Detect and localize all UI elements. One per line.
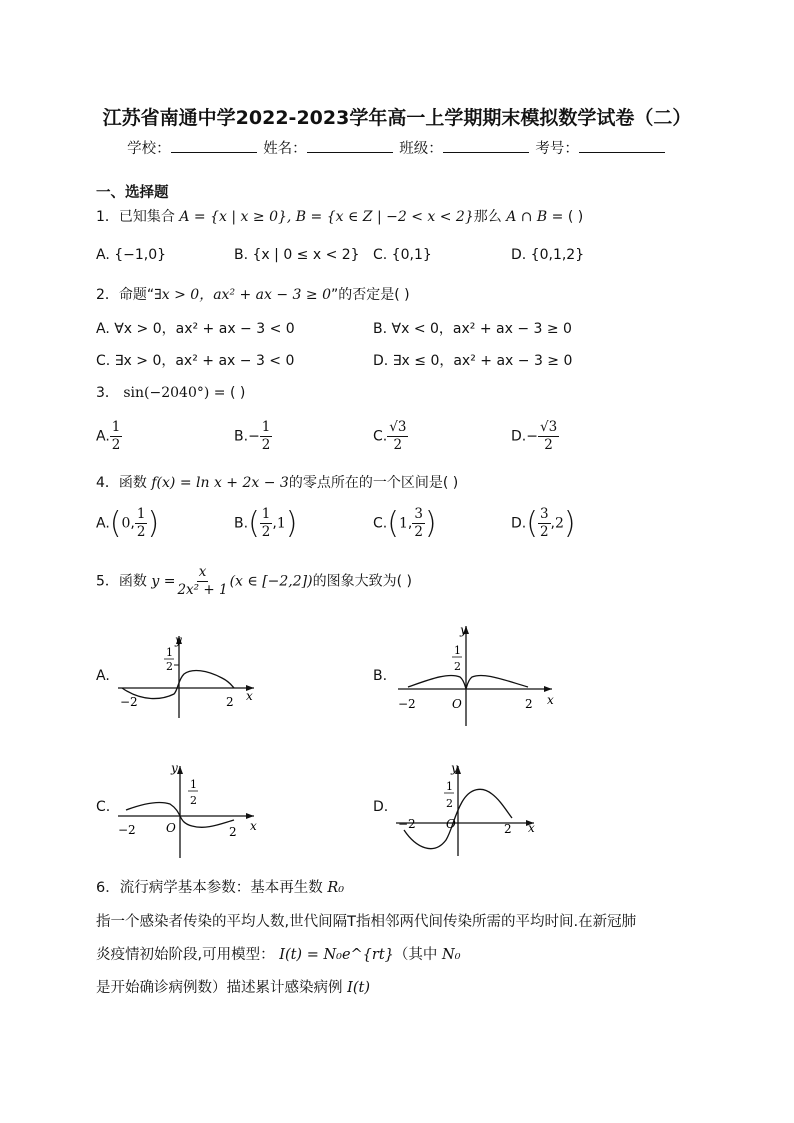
x-axis-label: x: [528, 821, 535, 835]
q5-option-b-label[interactable]: B.: [373, 668, 388, 684]
q1-expr: A ∩ B =: [506, 209, 564, 225]
fraction: [387, 419, 408, 454]
y-axis-label: y: [171, 761, 178, 775]
denominator: 2: [261, 436, 271, 453]
option-label: A.: [96, 515, 110, 532]
half-num: 1: [454, 644, 461, 657]
denominator: 2: [136, 524, 146, 540]
q1-option-b[interactable]: B. {x | 0 ≤ x < 2}: [234, 247, 360, 263]
half-num: 1: [446, 780, 453, 793]
id-blank[interactable]: [579, 138, 665, 153]
q6-n0: N₀: [442, 947, 461, 963]
q3-option-c[interactable]: [373, 419, 408, 454]
interval-right: 1: [276, 515, 286, 532]
q1-option-a[interactable]: A. {−1,0}: [96, 247, 167, 263]
option-label: C.: [373, 428, 388, 445]
q6-text: 炎疫情初始阶段,可用模型：: [96, 947, 275, 963]
class-blank[interactable]: [443, 138, 529, 153]
neg2-tick: −2: [118, 823, 136, 837]
half-den: 2: [166, 660, 173, 673]
q5-option-d-label[interactable]: D.: [373, 799, 389, 815]
numerator: 1: [261, 506, 271, 523]
q5-graph-d[interactable]: [390, 760, 540, 860]
q5-stem: 5．函数: [96, 573, 147, 590]
denominator: 2: [111, 436, 121, 453]
q6-text: 是开始确诊病例数）描述累计感染病例: [96, 980, 343, 996]
q5-graph-c[interactable]: [112, 760, 262, 860]
q5-graph-b[interactable]: [392, 620, 562, 730]
pos2-tick: 2: [229, 825, 237, 839]
denominator: 2: [261, 524, 271, 540]
option-label: A.: [96, 428, 110, 445]
q4-tail: 的零点所在的一个区间是( ): [288, 475, 459, 491]
q6-r0: R₀: [327, 880, 345, 896]
fraction: [260, 506, 273, 541]
q6-it: I(t): [347, 980, 370, 996]
name-blank[interactable]: [307, 138, 393, 153]
option-label: B.: [234, 515, 249, 532]
q4-option-b[interactable]: B.( $\frac{1}{2}$ ,1): [234, 506, 298, 541]
q5-fraction: [175, 564, 229, 599]
y-axis-label: y: [175, 633, 182, 647]
q2-option-c[interactable]: C. ∃x > 0，ax² + ax − 3 < 0: [96, 353, 295, 369]
q4-option-d[interactable]: D.( $\frac{3}{2}$ ,2): [511, 506, 576, 541]
origin-label: O: [446, 817, 456, 831]
numerator: 3: [414, 506, 423, 523]
class-label: 班级：: [399, 141, 443, 157]
q5-y: y =: [151, 573, 176, 590]
denominator: 2: [544, 436, 553, 453]
question-1: [96, 206, 583, 226]
neg2-tick: −2: [398, 817, 416, 831]
q5-option-a-label[interactable]: A.: [96, 668, 110, 684]
q6-text: 6．流行病学基本参数：基本再生数: [96, 880, 323, 896]
q2-expr: ∃x > 0，ax² + ax − 3 ≥ 0: [154, 287, 332, 303]
q3-paren: ( ): [229, 385, 246, 401]
q4-stem: 4．函数: [96, 475, 147, 491]
school-label: 学校：: [127, 141, 171, 157]
question-4: [96, 472, 458, 492]
q6-model: I(t) = N₀e^{rt}: [279, 947, 394, 963]
half-den: 2: [454, 660, 461, 673]
denominator: 2: [414, 524, 423, 540]
q1-option-c[interactable]: C. {0,1}: [373, 247, 432, 263]
q5-tail: 的图象大致为( ): [312, 573, 412, 590]
pos2-tick: 2: [525, 697, 533, 711]
q4-option-a[interactable]: A.(0, $\frac{1}{2}$ ): [96, 506, 160, 541]
question-6-line-4: [96, 976, 370, 997]
numerator: x: [198, 564, 207, 580]
fraction: [110, 419, 123, 454]
q5-option-c-label[interactable]: C.: [96, 799, 111, 815]
origin-label: O: [452, 697, 462, 711]
name-label: 姓名：: [263, 141, 307, 157]
origin-label: O: [166, 821, 176, 835]
q4-expr: f(x) = ln x + 2x − 3: [151, 475, 289, 491]
interval-left: 0: [121, 515, 131, 532]
q3-option-b[interactable]: [234, 419, 272, 454]
q2-tail: ”的否定是( ): [331, 287, 410, 303]
interval-left: 1: [398, 515, 408, 532]
numerator: 3: [539, 506, 549, 523]
student-info-line: [0, 137, 794, 158]
question-6-line-1: [96, 876, 344, 897]
question-2: [96, 284, 410, 304]
numerator: 1: [111, 419, 121, 435]
q3-option-d[interactable]: [511, 419, 559, 454]
q4-option-c[interactable]: C.(1, $\frac{3}{2}$ ): [373, 506, 437, 541]
denominator: 2: [539, 524, 549, 540]
question-5: [96, 564, 412, 599]
q1-stem: 1．已知集合: [96, 209, 175, 225]
question-6-line-2: 指一个感染者传染的平均人数,世代间隔T指相邻两代间传染所需的平均时间.在新冠肺: [96, 914, 637, 930]
q6-text: （其中: [393, 947, 438, 963]
denominator: 2x² + 1: [177, 581, 228, 598]
interval-right: 2: [555, 515, 564, 532]
q5-graph-a[interactable]: [112, 630, 262, 720]
q2-option-d[interactable]: D. ∃x ≤ 0，ax² + ax − 3 ≥ 0: [373, 353, 573, 369]
neg2-tick: −2: [120, 695, 138, 709]
half-den: 2: [446, 797, 453, 810]
y-axis-label: y: [460, 623, 467, 637]
fraction: [538, 419, 559, 454]
x-axis-label: x: [250, 819, 257, 833]
q2-stem: 2．命题“: [96, 287, 155, 303]
option-label: B.: [234, 428, 249, 445]
q3-expr: sin(−2040°) =: [123, 385, 226, 401]
id-label: 考号：: [535, 141, 579, 157]
fraction: [412, 506, 425, 541]
q1-set-b: , B = {x ∈ Z | −2 < x < 2}: [286, 209, 474, 225]
option-label: D.: [511, 515, 527, 532]
question-6-line-3: [96, 943, 461, 964]
fraction: [538, 506, 551, 541]
option-label: D.: [511, 428, 527, 445]
q1-set-a: A = {x | x ≥ 0}: [179, 209, 287, 225]
question-3: [96, 382, 245, 402]
q5-domain: (x ∈ [−2,2]): [229, 573, 313, 590]
q2-option-b[interactable]: B. ∀x < 0，ax² + ax − 3 ≥ 0: [373, 321, 572, 337]
q3-option-a[interactable]: [96, 419, 122, 454]
neg2-tick: −2: [398, 697, 416, 711]
denominator: 2: [393, 436, 403, 453]
numerator: 1: [136, 506, 146, 523]
q1-option-d[interactable]: D. {0,1,2}: [511, 247, 585, 263]
q3-stem: 3．: [96, 385, 119, 401]
numerator: 1: [261, 419, 271, 435]
numerator: √3: [539, 419, 558, 435]
numerator: √3: [389, 419, 407, 435]
page-title: 江苏省南通中学2022-2023学年高一上学期期末模拟数学试卷（二）: [102, 107, 692, 129]
school-blank[interactable]: [171, 138, 257, 153]
half-num: 1: [166, 646, 173, 659]
fraction: [135, 506, 148, 541]
option-label: C.: [373, 515, 388, 532]
x-axis-label: x: [547, 693, 554, 707]
q1-tail: 那么: [473, 209, 502, 225]
pos2-tick: 2: [504, 822, 512, 836]
q1-paren: ( ): [567, 209, 584, 225]
y-axis-label: y: [451, 761, 458, 775]
section-heading: 一、选择题: [96, 185, 169, 201]
half-den: 2: [190, 794, 197, 807]
option-sign: −: [526, 428, 538, 445]
option-sign: −: [248, 428, 260, 445]
x-axis-label: x: [246, 689, 253, 703]
q2-option-a[interactable]: A. ∀x > 0，ax² + ax − 3 < 0: [96, 321, 295, 337]
fraction: [260, 419, 273, 454]
pos2-tick: 2: [226, 695, 234, 709]
half-num: 1: [190, 778, 197, 791]
